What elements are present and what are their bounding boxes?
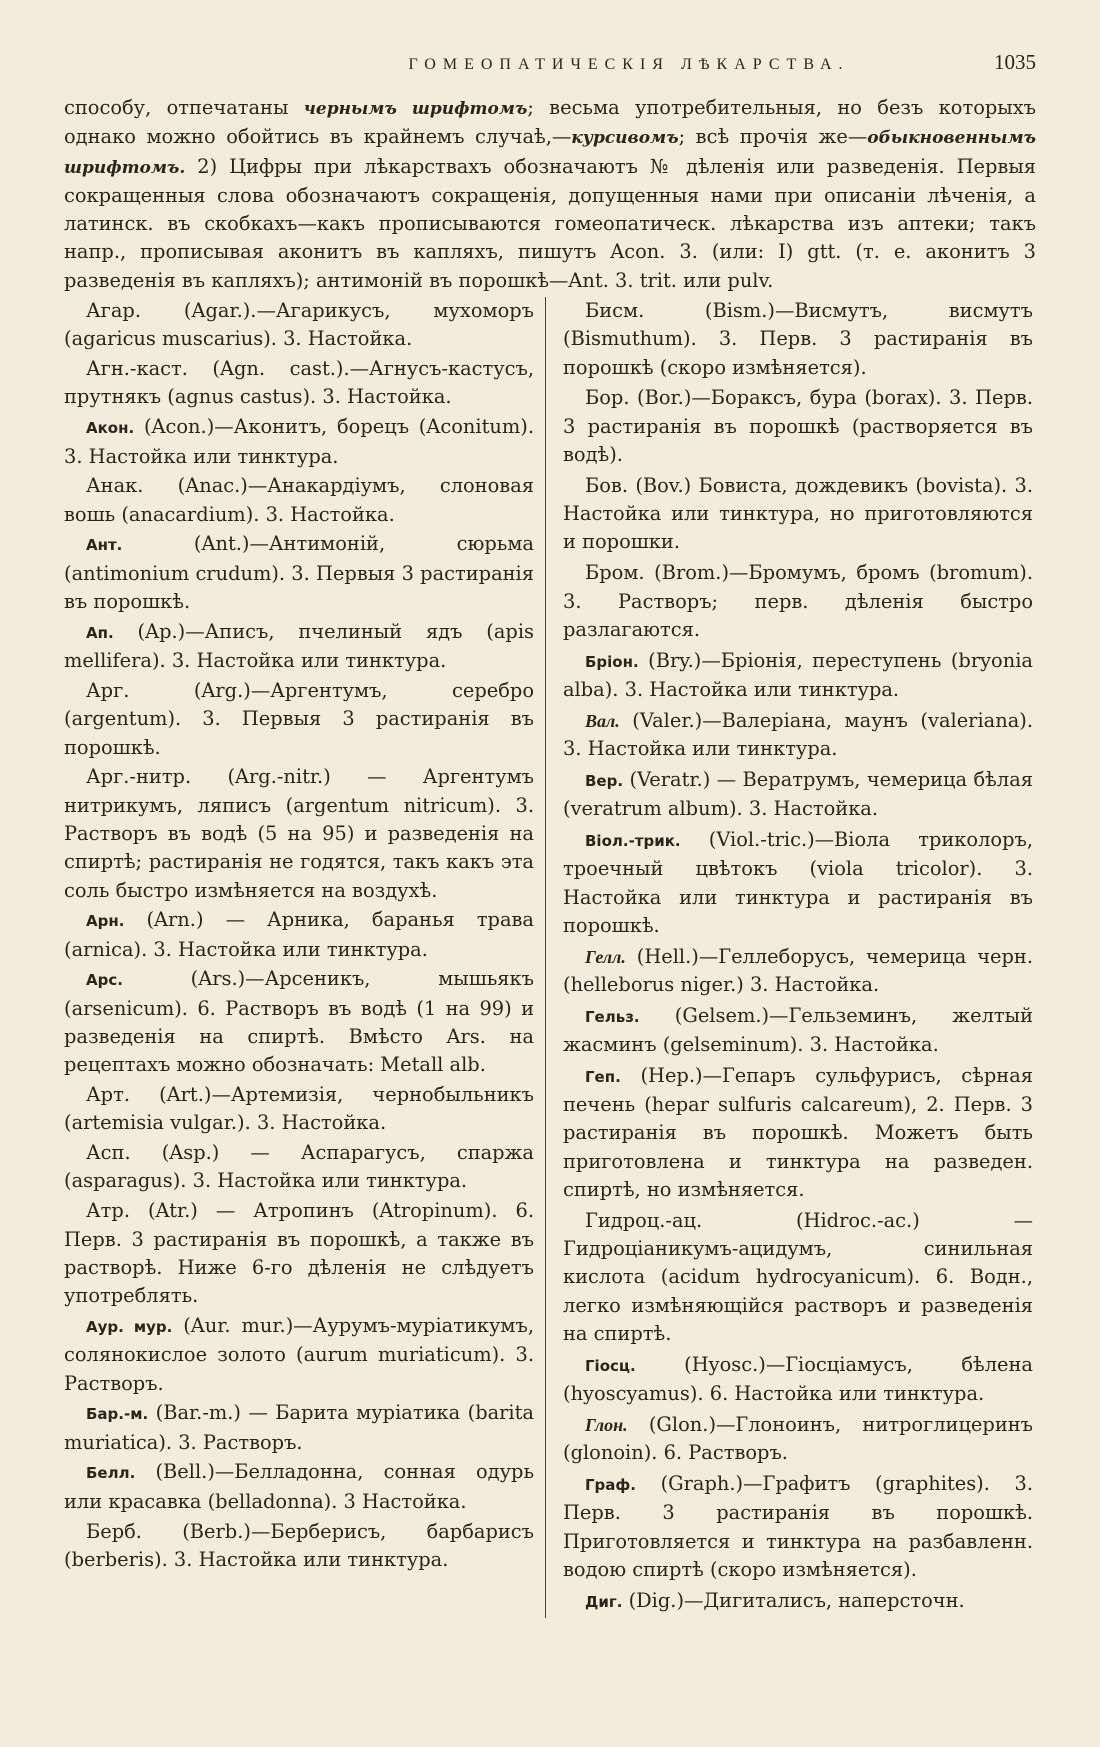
remedy-entry bbox=[563, 559, 1033, 644]
remedy-description: (Acon.)—Аконитъ, борецъ (Aconitum). 3. Настойка или тинктура. bbox=[64, 415, 534, 468]
remedy-abbreviation: Бов. bbox=[585, 473, 629, 497]
remedy-description: (Viol.-tric.)—Віола триколоръ, троечный цвѣтокъ (viola tricolor). 3. Настойка или тинктура и растиранія въ порошкѣ. bbox=[563, 827, 1033, 937]
remedy-description: (Hep.)—Гепаръ сульфурисъ, сѣрная печень (hepar sulfuris calcareum), 2. Перв. 3 растиранія въ порошкѣ. Можетъ быть приготовлена и тинктура на разведен. спиртѣ, но измѣняется. bbox=[563, 1063, 1033, 1201]
intro-text: способу, отпечатаны bbox=[64, 96, 304, 119]
remedy-description: (Gelsem.)—Гельземинъ, желтый жасминъ (gelseminum). 3. Настойка. bbox=[563, 1003, 1033, 1056]
remedy-entry bbox=[64, 1312, 534, 1398]
page-number: 1035 bbox=[994, 50, 1036, 74]
remedy-description: (Arg.)—Аргентумъ, серебро (argentum). 3. Первыя 3 растиранія въ порошкѣ. bbox=[64, 678, 534, 759]
remedy-abbreviation: Арн. bbox=[86, 912, 125, 931]
remedy-entry bbox=[563, 707, 1033, 764]
remedy-abbreviation: Атр. bbox=[86, 1199, 130, 1223]
remedy-description: (Graph.)—Графитъ (graphites). 3. Перв. 3 растиранія въ порошкѣ. Приготовляется и тинктура на разбавленн. водою спиртѣ (скоро измѣняется). bbox=[563, 1471, 1033, 1581]
remedy-description: (Ap.)—Аписъ, пчелиный ядъ (apis mellifera). 3. Настойка или тинктура. bbox=[64, 619, 534, 673]
intro-text: 2) Цифры при лѣкарствахъ обозначаютъ № дѣленія или разведенія. Первыя сокращенныя слова обозначаютъ сокращенія, допущенныя нами при описаніи лѣченія, а латинск. въ скобкахъ—какъ прописываются гомеопатическ. лѣкарства изъ аптеки; такъ напр., прописывая аконитъ въ капляхъ, пишутъ Acon. 3. (или: I) gtt. (т. е. аконитъ 3 разведенія въ капляхъ); антимоній въ порошкѣ—Ant. 3. trit. или pulv. bbox=[64, 154, 1036, 292]
remedy-description: (Valer.)—Валеріана, маунъ (valeriana). 3. Настойка или тинктура. bbox=[563, 708, 1033, 761]
remedy-description: (Ars.)—Арсеникъ, мышьякъ (arsenicum). 6. Растворъ въ водѣ (1 на 99) и разведенія на спиртѣ. Вмѣсто Ars. на рецептахъ можно обозначать: Metall alb. bbox=[64, 967, 534, 1077]
remedy-description: (Ant.)—Антимоній, сюрьма (antimonium crudum). 3. Первыя 3 растиранія въ порошкѣ. bbox=[64, 532, 534, 614]
remedy-description: (Anac.)—Анакардіумъ, слоновая вошь (anacardium). 3. Настойка. bbox=[64, 474, 534, 526]
remedy-abbreviation: Ап. bbox=[86, 623, 114, 642]
remedy-abbreviation: Вал. bbox=[585, 710, 620, 731]
remedy-description: (Brom.)—Бромумъ, бромъ (bromum). 3. Растворъ; перв. дѣленія быстро разлагаются. bbox=[563, 561, 1033, 641]
remedy-description: (Bar.-m.) — Барита муріатика (barita muriatica). 3. Растворъ. bbox=[64, 1401, 534, 1454]
left-column bbox=[64, 297, 546, 1618]
remedy-entry bbox=[64, 1399, 534, 1457]
remedy-entry bbox=[64, 1081, 534, 1138]
remedy-entry bbox=[563, 1411, 1033, 1468]
remedy-abbreviation: Агн.-каст. bbox=[86, 357, 188, 381]
remedy-abbreviation: Бріон. bbox=[585, 652, 639, 671]
intro-paragraph bbox=[64, 94, 1036, 295]
remedy-entry bbox=[64, 1458, 534, 1516]
remedy-abbreviation: Ант. bbox=[86, 536, 123, 555]
remedy-entry bbox=[563, 1062, 1033, 1204]
remedy-description: (Bell.)—Белладонна, сонная одурь или красавка (belladonna). 3 Настойка. bbox=[64, 1460, 534, 1513]
remedy-entry bbox=[64, 965, 534, 1079]
remedy-description: (Aur. mur.)—Аурумъ-муріатикумъ, солянокислое золото (aurum muriaticum). 3. Растворъ. bbox=[64, 1313, 534, 1395]
remedy-abbreviation: Бар.-м. bbox=[86, 1405, 149, 1424]
remedy-description: (Bor.)—Бораксъ, бура (borax). 3. Перв. 3 растиранія въ порошкѣ (растворяется въ водѣ). bbox=[563, 386, 1033, 467]
remedy-abbreviation: Аур. мур. bbox=[86, 1317, 173, 1336]
remedy-description: (Hidroc.-ac.) — Гидроціаникумъ-ацидумъ, синильная кислота (acidum hydrocyanicum). 6. Водн., легко измѣняющійся растворъ и разведенія на спиртѣ. bbox=[563, 1208, 1033, 1345]
right-column bbox=[546, 297, 1033, 1618]
remedy-abbreviation: Гіосц. bbox=[585, 1356, 636, 1375]
remedy-entry bbox=[64, 472, 534, 529]
remedy-description: (Bism.)—Висмутъ, висмутъ (Bismuthum). 3. Перв. 3 растиранія въ порошкѣ (скоро измѣняется). bbox=[563, 299, 1033, 379]
intro-text: ; всѣ прочія же— bbox=[678, 125, 868, 149]
intro-emphasis-regular: обыкновеннымъ шрифтомъ. bbox=[64, 128, 1036, 178]
remedy-description: (Glon.)—Глоноинъ, нитроглицеринъ (glonoin). 6. Растворъ. bbox=[563, 1412, 1033, 1465]
remedy-entry bbox=[64, 906, 534, 964]
remedy-description: (Veratr.) — Вератрумъ, чемерица бѣлая (veratrum album). 3. Настойка. bbox=[563, 767, 1033, 821]
remedy-description: (Arg.-nitr.) — Аргентумъ нитрикумъ, ляписъ (argentum nitricum). 3. Растворъ въ водѣ (5 на 95) и разведенія на спиртѣ; растиранія не годятся, такъ какъ эта соль быстро измѣняется на воздухѣ. bbox=[64, 765, 534, 902]
remedy-entry bbox=[64, 618, 534, 676]
remedy-entry bbox=[563, 943, 1033, 1000]
remedy-abbreviation: Акон. bbox=[86, 419, 135, 438]
remedy-abbreviation: Асп. bbox=[86, 1141, 131, 1165]
remedy-entry bbox=[563, 384, 1033, 469]
remedy-abbreviation: Гельз. bbox=[585, 1007, 640, 1026]
remedy-entry bbox=[64, 413, 534, 471]
remedy-abbreviation: Анак. bbox=[86, 474, 144, 498]
remedy-entry bbox=[563, 1207, 1033, 1348]
remedy-entry bbox=[64, 530, 534, 616]
remedy-description: (Dig.)—Дигиталисъ, наперсточн. bbox=[622, 1588, 965, 1612]
remedy-abbreviation: Віол.-трик. bbox=[585, 831, 681, 850]
remedy-abbreviation: Вер. bbox=[585, 771, 624, 790]
remedy-abbreviation: Бром. bbox=[585, 561, 645, 585]
remedy-entry bbox=[64, 677, 534, 762]
remedy-abbreviation: Бисм. bbox=[585, 299, 645, 323]
remedy-abbreviation: Диг. bbox=[585, 1592, 623, 1611]
remedy-entry bbox=[64, 1197, 534, 1310]
running-title: ГОМЕОПАТИЧЕСКІЯ ЛѢКАРСТВА. bbox=[408, 56, 850, 73]
remedy-abbreviation: Геп. bbox=[585, 1067, 621, 1086]
remedy-description: (Hell.)—Геллеборусъ, чемерица черн. (helleborus niger.) 3. Настойка. bbox=[563, 944, 1033, 996]
remedy-entry bbox=[563, 1351, 1033, 1409]
remedy-entry bbox=[64, 297, 534, 354]
intro-emphasis-italic: курсивомъ bbox=[571, 128, 679, 149]
remedy-abbreviation: Берб. bbox=[86, 1519, 142, 1543]
remedy-entry bbox=[64, 1139, 534, 1196]
remedy-entry bbox=[563, 766, 1033, 824]
remedy-description: (Art.)—Артемизія, чернобыльникъ (artemisia vulgar.). 3. Настойка. bbox=[64, 1083, 534, 1135]
remedy-description: (Arn.) — Арника, баранья трава (arnica). 3. Настойка или тинктура. bbox=[64, 908, 534, 961]
remedy-entry bbox=[563, 1470, 1033, 1584]
remedy-entry bbox=[563, 1002, 1033, 1060]
remedy-abbreviation: Арг. bbox=[86, 678, 130, 702]
remedy-abbreviation: Арт. bbox=[86, 1083, 130, 1107]
remedy-description: (Agar.).—Агарикусъ, мухоморъ (agaricus muscarius). 3. Настойка. bbox=[64, 299, 534, 351]
remedy-entry bbox=[563, 472, 1033, 557]
remedy-abbreviation: Гелл. bbox=[585, 946, 626, 967]
remedy-entry bbox=[64, 1518, 534, 1575]
remedy-description: (Asp.) — Аспарагусъ, спаржа (asparagus). 3. Настойка или тинктура. bbox=[64, 1141, 534, 1193]
remedy-abbreviation: Глон. bbox=[585, 1414, 628, 1435]
remedy-abbreviation: Бор. bbox=[585, 386, 630, 410]
remedy-description: (Berb.)—Берберисъ, барбарисъ (berberis). 3. Настойка или тинктура. bbox=[64, 1519, 534, 1571]
remedy-description: (Bry.)—Бріонія, переступень (bryonia alba). 3. Настойка или тинктура. bbox=[563, 648, 1033, 701]
remedy-abbreviation: Граф. bbox=[585, 1475, 636, 1494]
remedy-abbreviation: Арг.-нитр. bbox=[86, 765, 192, 789]
remedy-abbreviation: Белл. bbox=[86, 1464, 136, 1483]
remedy-description: (Atr.) — Атропинъ (Atropinum). 6. Перв. 3 растиранія въ порошкѣ, а также въ растворѣ. Ниже 6-го дѣленія не слѣдуетъ употреблять. bbox=[64, 1199, 534, 1308]
intro-text: ; весьма употребительныя, но безъ которыхъ однако можно обойтись въ крайнемъ случаѣ,— bbox=[64, 96, 1036, 149]
remedy-entry bbox=[563, 826, 1033, 940]
remedy-description: (Bov.) Бовиста, дождевикъ (bovista). 3. Настойка или тинктура, но приготовляются и порошки. bbox=[563, 473, 1033, 554]
remedy-abbreviation: Арс. bbox=[86, 971, 123, 990]
running-head bbox=[64, 50, 1036, 84]
remedy-entry bbox=[563, 647, 1033, 705]
remedy-entry bbox=[563, 1587, 1033, 1616]
remedy-description: (Agn. cast.).—Агнусъ-кастусъ, прутнякъ (agnus castus). 3. Настойка. bbox=[64, 357, 534, 409]
remedy-description: (Hyosc.)—Гіосціамусъ, бѣлена (hyoscyamus). 6. Настойка или тинктура. bbox=[563, 1352, 1033, 1406]
remedy-entry bbox=[64, 355, 534, 412]
remedy-entry bbox=[64, 763, 534, 904]
intro-emphasis-bold: чернымъ шрифтомъ bbox=[303, 99, 528, 119]
remedy-abbreviation: Гидроц.-ац. bbox=[585, 1208, 703, 1232]
remedy-abbreviation: Агар. bbox=[86, 299, 141, 323]
entries-columns bbox=[64, 297, 1036, 1618]
remedy-entry bbox=[563, 297, 1033, 382]
